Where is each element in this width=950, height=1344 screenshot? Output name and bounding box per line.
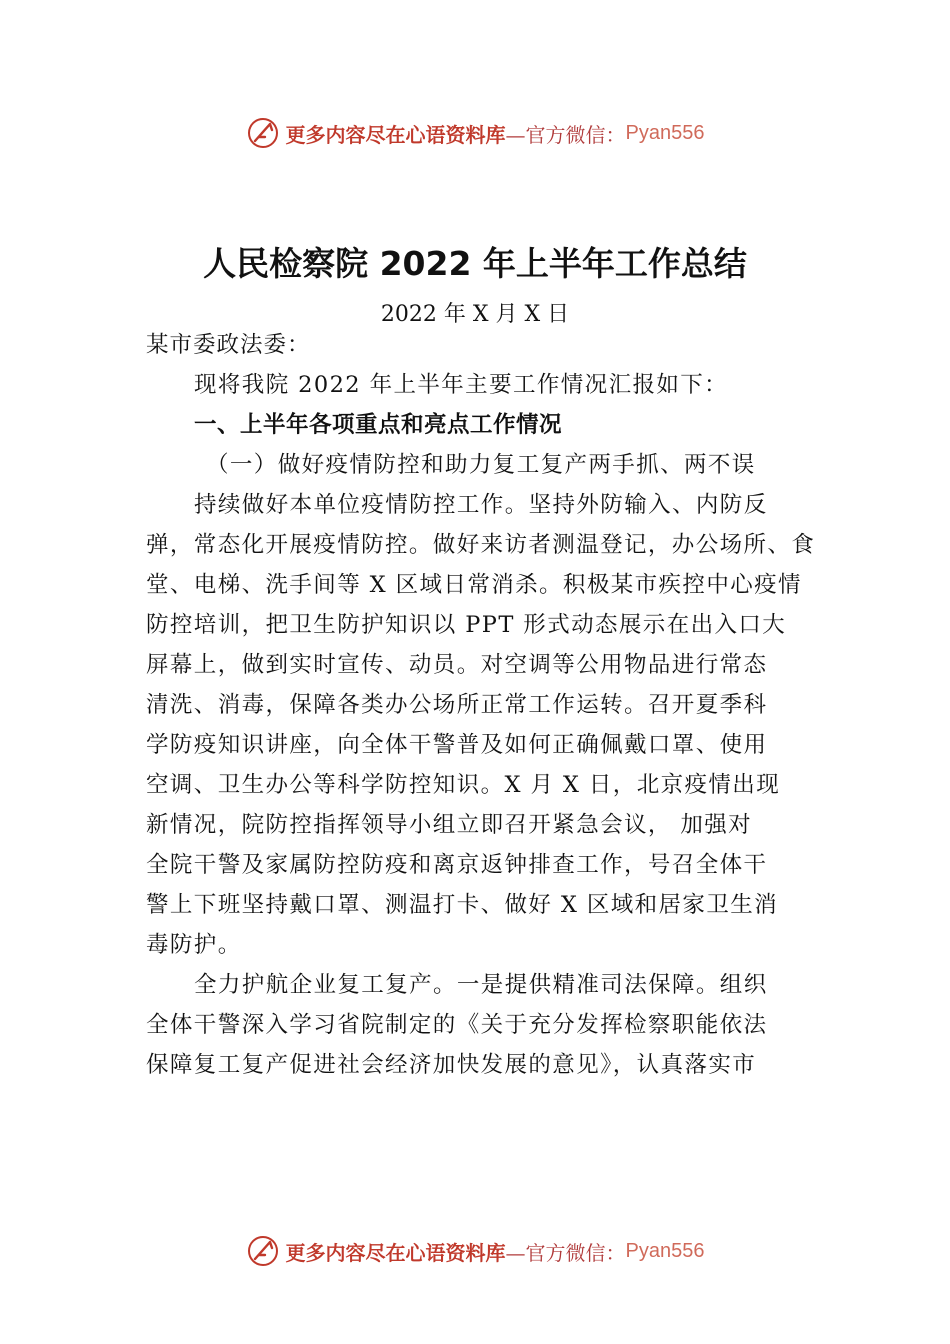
watermark-sub-text: —官方微信： (505, 122, 626, 147)
paragraph-line: 堂、电梯、洗手间等 X 区域日常消杀。积极某市疾控中心疫情 (146, 572, 802, 598)
paragraph-line: 屏幕上，做到实时宣传、动员。对空调等公用物品进行常态 (146, 652, 768, 678)
paragraph-line: 全力护航企业复工复产。一是提供精准司法保障。组织 (194, 972, 768, 998)
watermark-wechat-id: Pyan556 (625, 1239, 705, 1262)
paragraph-line: 防控培训，把卫生防护知识以 PPT 形式动态展示在出入口大 (146, 612, 787, 638)
watermark-footer (0, 1234, 950, 1268)
watermark-sub-text: —官方微信： (505, 1240, 626, 1265)
paragraph-line: 保障复工复产促进社会经济加快发展的意见》，认真落实市 (146, 1052, 757, 1078)
intro-paragraph: 现将我院 2022 年上半年主要工作情况汇报如下： (194, 372, 729, 398)
paragraph-line: 清洗、消毒，保障各类办公场所正常工作运转。召开夏季科 (146, 692, 768, 718)
watermark-wechat-id: Pyan556 (625, 121, 705, 144)
paragraph-resume-production (146, 965, 810, 1085)
paragraph-line: 空调、卫生办公等科学防控知识。X 月 X 日，北京疫情出现 (146, 772, 781, 798)
document-title: 人民检察院 2022 年上半年工作总结 (203, 244, 747, 283)
section-heading: 一、上半年各项重点和亮点工作情况 (194, 412, 563, 438)
subsection-heading: （一）做好疫情防控和助力复工复产两手抓、两不误 (206, 452, 756, 478)
document-date: 2022 年 X 月 X 日 (380, 302, 570, 327)
watermark-main-text: 更多内容尽在心语资料库 (285, 122, 506, 147)
paragraph-line: 持续做好本单位疫情防控工作。坚持外防输入、内防反 (194, 492, 768, 518)
watermark-header (0, 116, 950, 150)
paragraph-line: 全体干警深入学习省院制定的《关于充分发挥检察职能依法 (146, 1012, 768, 1038)
paragraph-line: 学防疫知识讲座，向全体干警普及如何正确佩戴口罩、使用 (146, 732, 768, 758)
paragraph-epidemic-control (146, 485, 816, 965)
feather-pen-seal-icon (246, 1234, 280, 1268)
paragraph-line: 弹，常态化开展疫情防控。做好来访者测温登记，办公场所、食 (146, 532, 816, 558)
paragraph-line: 毒防护。 (146, 932, 242, 958)
salutation: 某市委政法委： (146, 332, 311, 358)
paragraph-line: 警上下班坚持戴口罩、测温打卡、做好 X 区域和居家卫生消 (146, 892, 779, 918)
watermark-main-text: 更多内容尽在心语资料库 (285, 1240, 506, 1265)
document-body (146, 325, 816, 1085)
paragraph-line: 全院干警及家属防控防疫和离京返钟排查工作，号召全体干 (146, 852, 768, 878)
feather-pen-seal-icon (246, 116, 280, 150)
paragraph-line: 新情况，院防控指挥领导小组立即召开紧急会议， 加强对 (146, 812, 753, 838)
